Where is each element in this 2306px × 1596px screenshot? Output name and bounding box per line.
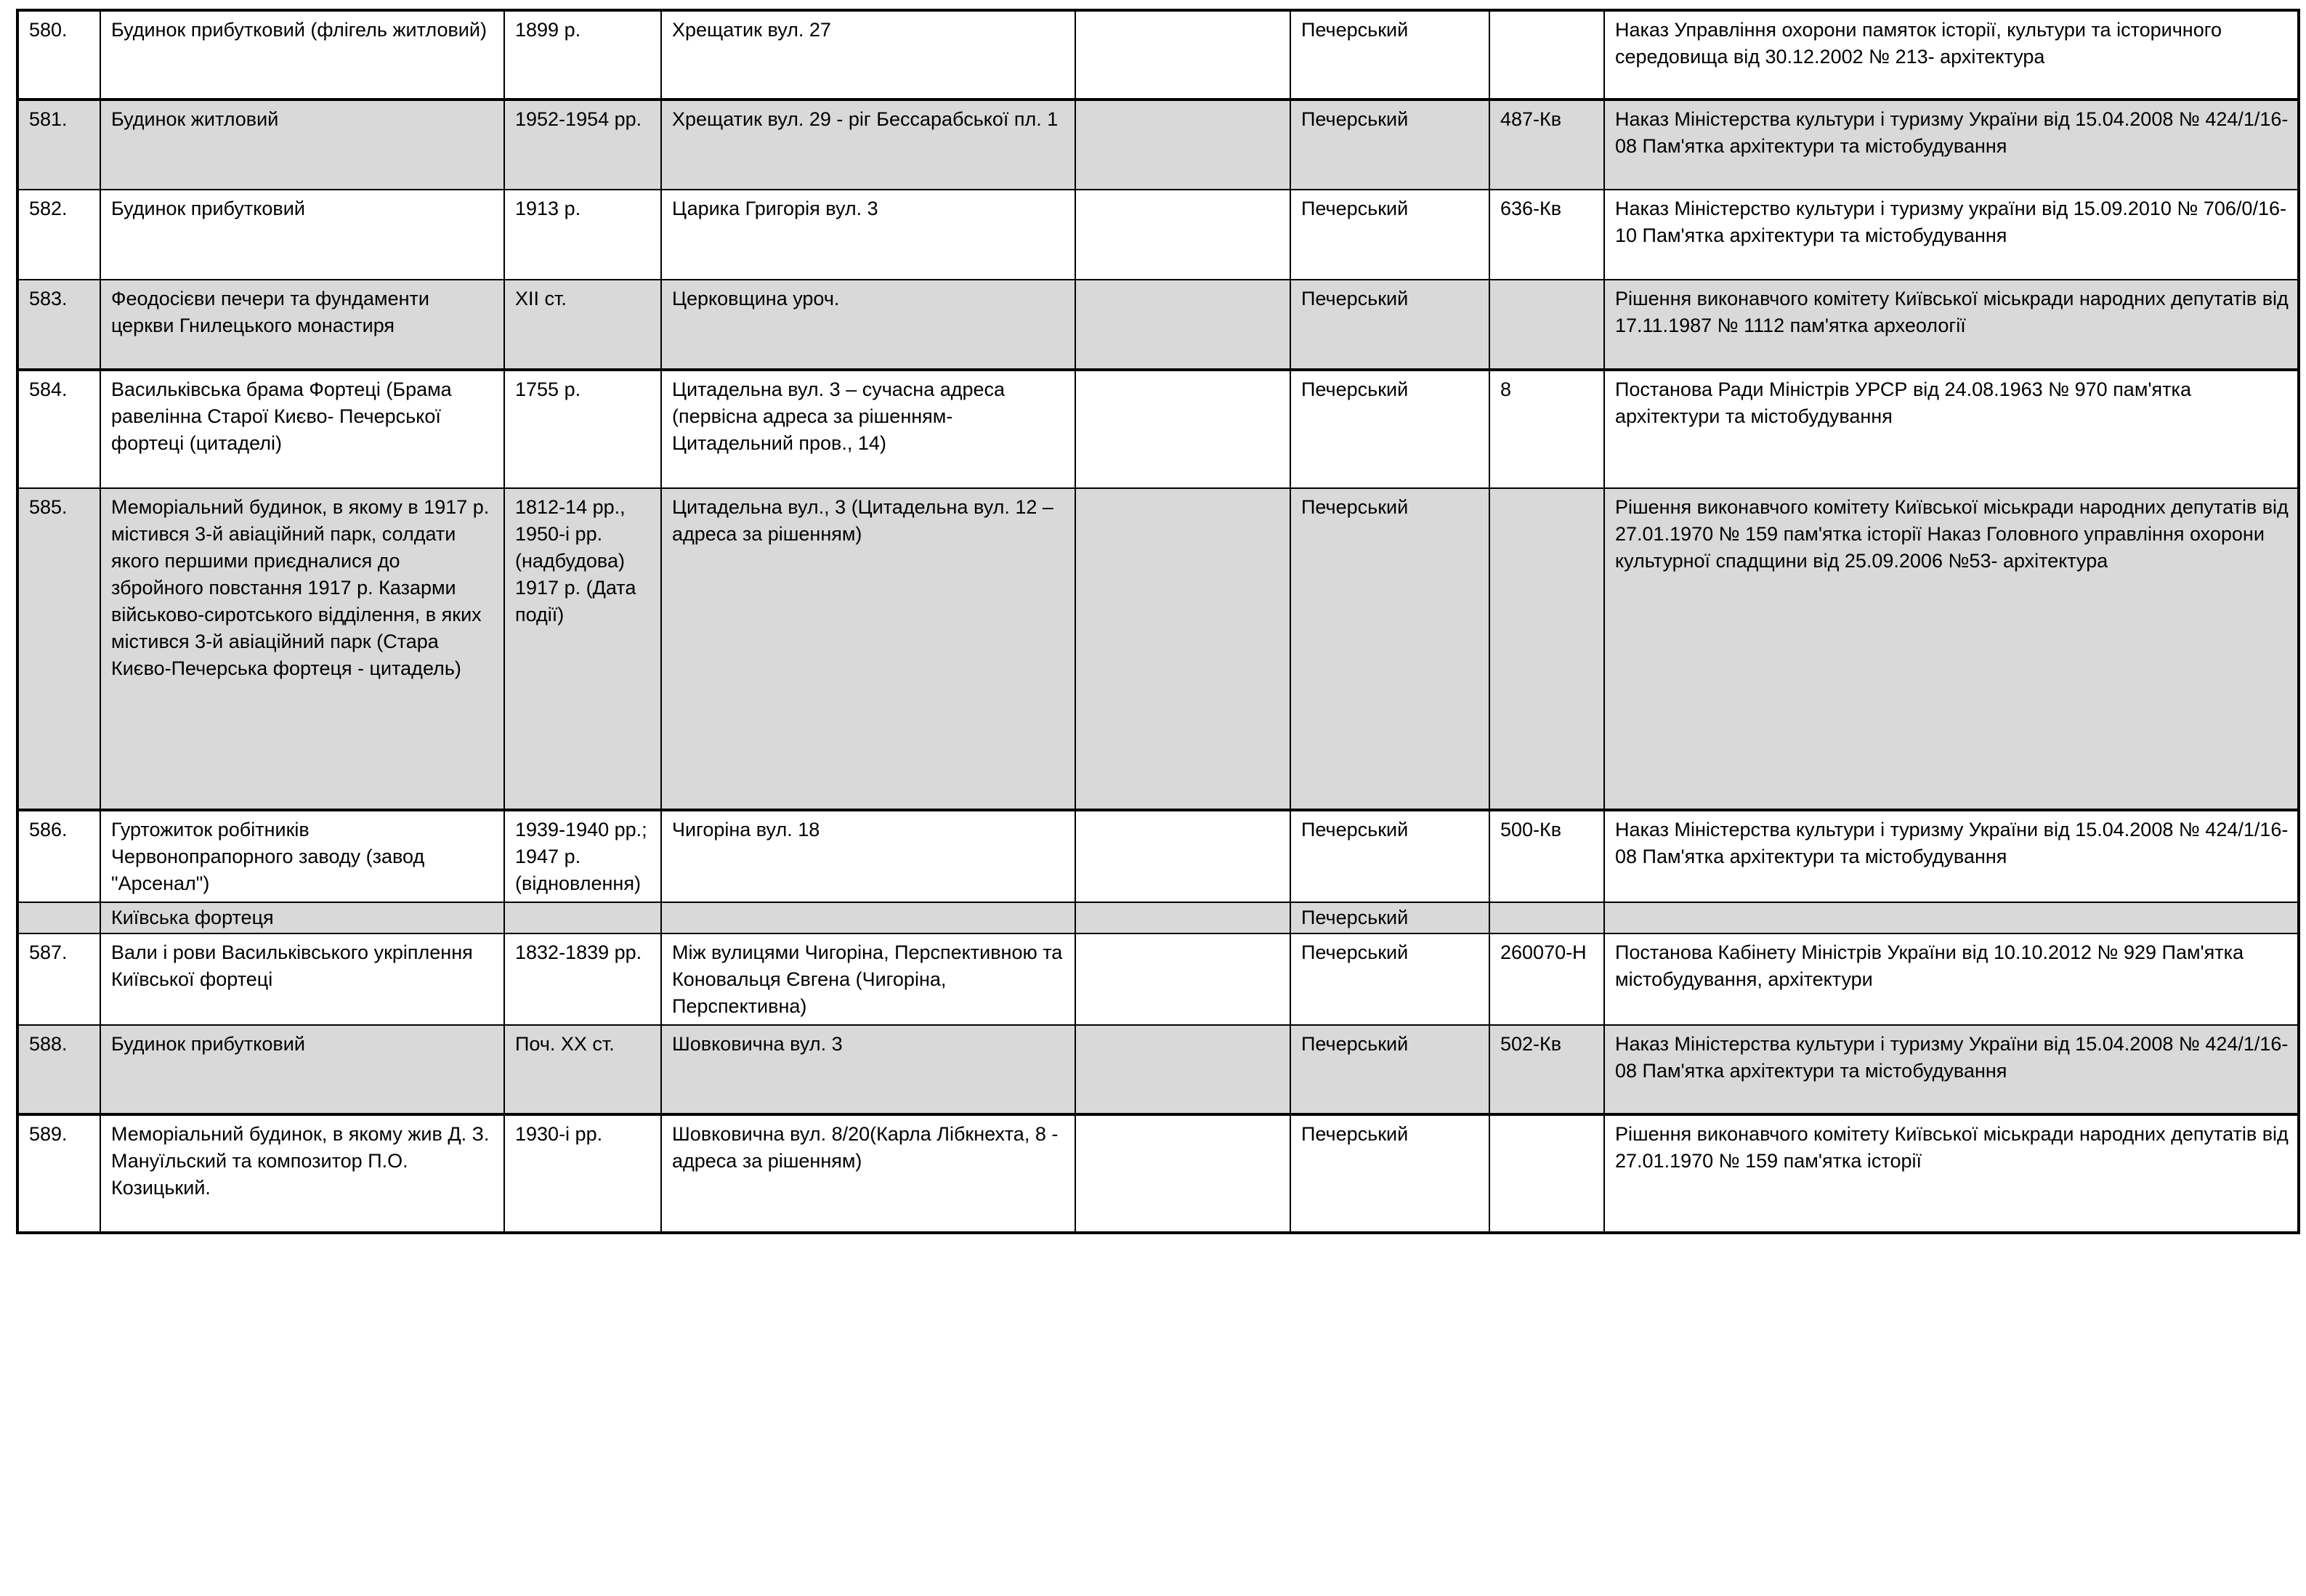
protection-code — [1489, 10, 1604, 100]
object-name: Васильківська брама Фортеці (Брама равелінна Старої Києво- Печерської фортеці (цитаделі) — [100, 370, 504, 488]
protection-code — [1489, 1114, 1604, 1233]
row-number: 589. — [17, 1114, 100, 1233]
row-number: 580. — [17, 10, 100, 100]
table-row — [17, 10, 2299, 100]
object-district: Печерський — [1290, 902, 1489, 933]
table-row — [17, 810, 2299, 902]
object-address: Між вулицями Чигоріна, Перспективною та Коновальця Євгена (Чигоріна, Перспективна) — [661, 933, 1075, 1025]
object-district: Печерський — [1290, 100, 1489, 190]
object-address: Хрещатик вул. 29 - ріг Бессарабської пл. 1 — [661, 100, 1075, 190]
empty-cell — [1075, 1025, 1290, 1114]
legal-document: Рішення виконавчого комітету Київської міськради народних депутатів від 27.01.1970 № 159 пам'ятка історії — [1604, 1114, 2299, 1233]
legal-document: Рішення виконавчого комітету Київської міськради народних депутатів від 17.11.1987 № 1112 пам'ятка археології — [1604, 280, 2299, 370]
object-address — [661, 902, 1075, 933]
protection-code: 8 — [1489, 370, 1604, 488]
empty-cell — [1075, 190, 1290, 280]
legal-document: Наказ Міністерство культури і туризму україни від 15.09.2010 № 706/0/16-10 Пам'ятка архітектури та містобудування — [1604, 190, 2299, 280]
object-date: 1952-1954 рр. — [504, 100, 661, 190]
legal-document: Наказ Управління охорони памяток історії, культури та історичного середовища від 30.12.2002 № 213- архітектура — [1604, 10, 2299, 100]
table-row — [17, 190, 2299, 280]
object-address: Шовковична вул. 8/20(Карла Лібкнехта, 8 - адреса за рішенням) — [661, 1114, 1075, 1233]
object-name: Будинок прибутковий (флігель житловий) — [100, 10, 504, 100]
object-name: Меморіальний будинок, в якому жив Д. З. Мануїльский та композитор П.О. Козицький. — [100, 1114, 504, 1233]
object-name: Феодосієви печери та фундаменти церкви Гнилецького монастиря — [100, 280, 504, 370]
object-address: Цитадельна вул. 3 – сучасна адреса (первісна адреса за рішенням- Цитадельний пров., 14) — [661, 370, 1075, 488]
empty-cell — [1075, 280, 1290, 370]
empty-cell — [1075, 1114, 1290, 1233]
object-name: Будинок прибутковий — [100, 190, 504, 280]
object-address: Шовковична вул. 3 — [661, 1025, 1075, 1114]
object-district: Печерський — [1290, 1025, 1489, 1114]
row-number: 583. — [17, 280, 100, 370]
object-date: 1832-1839 рр. — [504, 933, 661, 1025]
protection-code: 260070-Н — [1489, 933, 1604, 1025]
object-address: Цитадельна вул., 3 (Цитадельна вул. 12 – адреса за рішенням) — [661, 488, 1075, 810]
legal-document: Наказ Міністерства культури і туризму України від 15.04.2008 № 424/1/16-08 Пам'ятка архітектури та містобудування — [1604, 100, 2299, 190]
object-address: Хрещатик вул. 27 — [661, 10, 1075, 100]
legal-document: Постанова Кабінету Міністрів України від 10.10.2012 № 929 Пам'ятка містобудування, архітектури — [1604, 933, 2299, 1025]
object-district: Печерський — [1290, 190, 1489, 280]
empty-cell — [1075, 100, 1290, 190]
table-row — [17, 370, 2299, 488]
protection-code: 502-Кв — [1489, 1025, 1604, 1114]
object-district: Печерський — [1290, 10, 1489, 100]
object-date: 1913 р. — [504, 190, 661, 280]
table-row — [17, 902, 2299, 933]
object-district: Печерський — [1290, 810, 1489, 902]
protection-code: 487-Кв — [1489, 100, 1604, 190]
empty-cell — [1075, 370, 1290, 488]
heritage-register-table — [16, 9, 2300, 1234]
table-row — [17, 100, 2299, 190]
object-date: 1812-14 рр., 1950-і рр. (надбудова) 1917 р. (Дата події) — [504, 488, 661, 810]
protection-code: 500-Кв — [1489, 810, 1604, 902]
empty-cell — [1075, 933, 1290, 1025]
object-district: Печерський — [1290, 933, 1489, 1025]
empty-cell — [1075, 810, 1290, 902]
row-number: 582. — [17, 190, 100, 280]
table-row — [17, 488, 2299, 810]
row-number: 584. — [17, 370, 100, 488]
protection-code — [1489, 280, 1604, 370]
row-number: 588. — [17, 1025, 100, 1114]
legal-document: Рішення виконавчого комітету Київської міськради народних депутатів від 27.01.1970 № 159 пам'ятка історії Наказ Головного управління охорони культурної спадщини від 25.09.2006 №53- архітектура — [1604, 488, 2299, 810]
object-district: Печерський — [1290, 488, 1489, 810]
empty-cell — [1075, 10, 1290, 100]
object-name: Будинок прибутковий — [100, 1025, 504, 1114]
protection-code — [1489, 902, 1604, 933]
object-date: 1930-і рр. — [504, 1114, 661, 1233]
legal-document: Наказ Міністерства культури і туризму України від 15.04.2008 № 424/1/16-08 Пам'ятка архітектури та містобудування — [1604, 1025, 2299, 1114]
object-district: Печерський — [1290, 1114, 1489, 1233]
legal-document: Наказ Міністерства культури і туризму України від 15.04.2008 № 424/1/16-08 Пам'ятка архітектури та містобудування — [1604, 810, 2299, 902]
object-date: ХІІ ст. — [504, 280, 661, 370]
protection-code: 636-Кв — [1489, 190, 1604, 280]
row-number: 581. — [17, 100, 100, 190]
row-number: 587. — [17, 933, 100, 1025]
object-date: 1939-1940 рр.; 1947 р. (відновлення) — [504, 810, 661, 902]
protection-code — [1489, 488, 1604, 810]
object-district: Печерський — [1290, 280, 1489, 370]
section-title: Київська фортеця — [100, 902, 504, 933]
table-row — [17, 1025, 2299, 1114]
object-name: Гуртожиток робітників Червонопрапорного заводу (завод "Арсенал") — [100, 810, 504, 902]
object-name: Будинок житловий — [100, 100, 504, 190]
object-name: Меморіальний будинок, в якому в 1917 р. містився 3-й авіаційний парк, солдати якого першими приєдналися до збройного повстання 1917 р. Казарми військово-сиротського відділення, в яких містився 3-й авіаційний парк (Стара Києво-Печерська фортеця - цитадель) — [100, 488, 504, 810]
object-date: 1755 р. — [504, 370, 661, 488]
legal-document — [1604, 902, 2299, 933]
object-name: Вали і рови Васильківського укріплення Київської фортеці — [100, 933, 504, 1025]
legal-document: Постанова Ради Міністрів УРСР від 24.08.1963 № 970 пам'ятка архітектури та містобудування — [1604, 370, 2299, 488]
row-number — [17, 902, 100, 933]
row-number: 585. — [17, 488, 100, 810]
empty-cell — [1075, 902, 1290, 933]
object-address: Церковщина уроч. — [661, 280, 1075, 370]
table-row — [17, 1114, 2299, 1233]
object-date: 1899 р. — [504, 10, 661, 100]
object-address: Чигоріна вул. 18 — [661, 810, 1075, 902]
empty-cell — [1075, 488, 1290, 810]
table-row — [17, 280, 2299, 370]
object-date: Поч. ХХ ст. — [504, 1025, 661, 1114]
object-district: Печерський — [1290, 370, 1489, 488]
object-date — [504, 902, 661, 933]
object-address: Царика Григорія вул. 3 — [661, 190, 1075, 280]
table-row — [17, 933, 2299, 1025]
row-number: 586. — [17, 810, 100, 902]
